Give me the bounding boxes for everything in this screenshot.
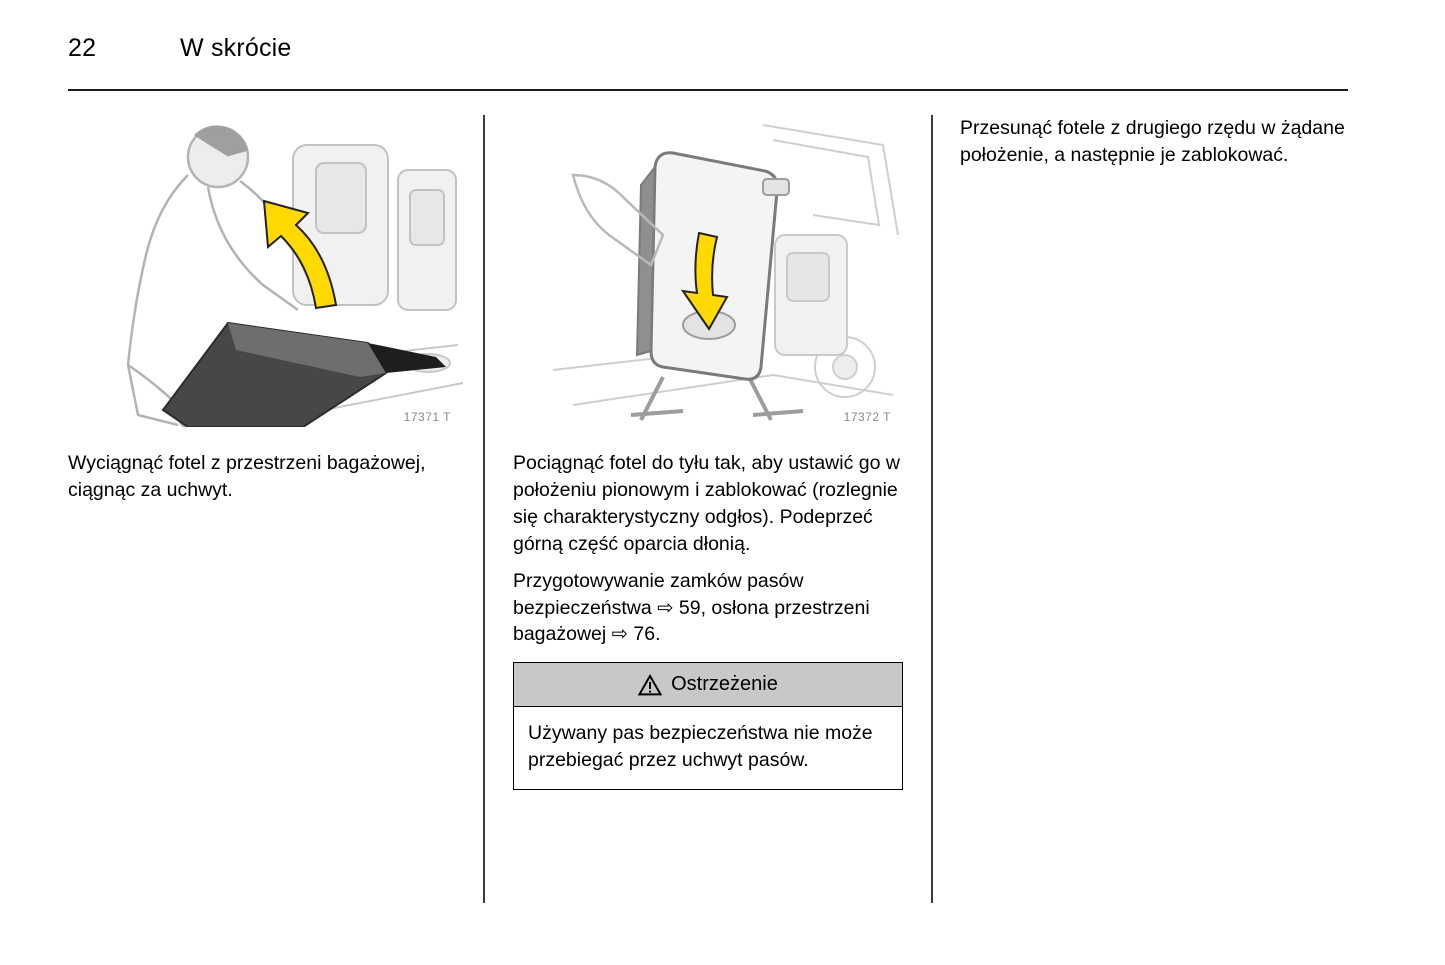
paragraph-seat-lock: Pociągnąć fotel do tyłu tak, aby ustawić go w położeniu pionowym i zablokować (rozlegnie się charakterystyczny odgłos). Podeprzeć górną część oparcia dłonią. — [512, 452, 900, 555]
warning-triangle-icon — [638, 674, 662, 696]
content-columns — [68, 115, 1348, 903]
warning-title: Ostrzeżenie — [671, 673, 778, 696]
figure-label: 17371 T — [403, 410, 451, 424]
paragraph-second-row: Przesunąć fotele z drugiego rzędu w żądane położenie, a następnie je zablokować. — [959, 117, 1345, 166]
warning-box — [513, 662, 903, 790]
figure-seat-pull-out — [68, 115, 463, 432]
page-number: 22 — [68, 34, 97, 62]
warning-body: Używany pas bezpieczeństwa nie może przebiegać przez uchwyt pasów. — [514, 707, 902, 789]
column-1 — [68, 115, 463, 903]
figure-seat-upright — [513, 115, 903, 432]
warning-header — [514, 663, 902, 707]
page-header — [0, 0, 1445, 63]
column-divider-2 — [931, 115, 933, 903]
rear-seatback — [775, 235, 847, 355]
section-title: W skrócie — [180, 34, 292, 62]
column-3 — [960, 115, 1348, 903]
column-divider-1 — [483, 115, 485, 903]
seat-upright-illustration — [513, 115, 903, 427]
paragraph-belt-references: Przygotowywanie zamków pasów bezpieczeństwa ⇨ 59, osłona przestrzeni bagażowej ⇨ 76. — [512, 569, 870, 646]
seat-pull-out-illustration — [68, 115, 463, 427]
figure-label: 17372 T — [843, 410, 891, 424]
column-2 — [513, 115, 903, 903]
caption-pull-out: Wyciągnąć fotel z przestrzeni bagażowej, ciągnąc za uchwyt. — [68, 452, 426, 501]
header-rule — [68, 89, 1348, 91]
